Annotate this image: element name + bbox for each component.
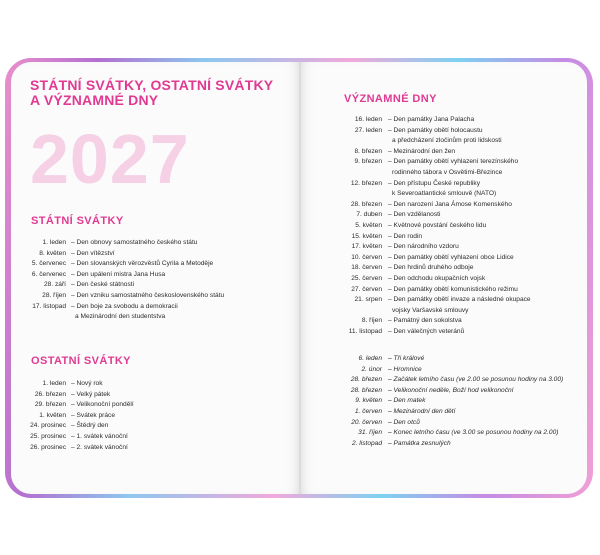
list-item — [332, 274, 531, 285]
list-item-date: 18. červen — [351, 264, 382, 272]
list-item-date: 15. květen — [351, 232, 382, 240]
list-item-text — [382, 354, 424, 365]
list-item-date: 24. prosinec — [30, 422, 66, 430]
list-item-line: – Den památky obětí vyhlazení terezínského — [388, 158, 519, 166]
list-item-text — [382, 200, 512, 211]
list-item-date: 7. duben — [356, 211, 382, 219]
list-item-text — [66, 270, 165, 281]
list-item-line: – Hromnice — [388, 365, 422, 373]
list-item-line: – Tři králové — [388, 355, 425, 362]
list-item-text — [382, 428, 558, 439]
list-item-date: 26. prosinec — [30, 443, 66, 451]
list-item — [332, 439, 563, 450]
list-item-line: – Den válečných veteránů — [388, 327, 465, 335]
list-item — [332, 179, 531, 200]
list-item-date: 1. leden — [42, 380, 66, 387]
list-item-text — [382, 115, 474, 126]
list-item — [11, 443, 134, 454]
list-item-text — [66, 291, 224, 302]
list-item-date: 8. březen — [354, 147, 382, 155]
list-item — [332, 407, 563, 418]
list-item — [11, 379, 134, 390]
list-item-line: vojsky Varšavské smlouvy — [392, 306, 469, 314]
list-item-text — [382, 327, 464, 338]
list-item-line: – Nový rok — [71, 380, 103, 387]
page-title-line: STÁTNÍ SVÁTKY, OSTATNÍ SVÁTKY — [30, 77, 274, 93]
list-item-line: – Den památky obětí holocaustu — [388, 126, 483, 134]
list-item-line: – Památka zesnulých — [388, 439, 451, 447]
list-item-line: – 2. svátek vánoční — [71, 443, 128, 451]
list-item — [332, 263, 531, 274]
list-item-line: – Velikonoční pondělí — [71, 401, 134, 409]
list-item-line: – Štědrý den — [71, 422, 109, 430]
list-item-line: – Den přístupu České republiky — [388, 179, 480, 187]
list-item-date: 21. srpen — [354, 296, 382, 304]
list-item-date: 6. leden — [358, 355, 382, 362]
list-item-date: 17. květen — [351, 243, 382, 251]
list-item-text — [66, 411, 115, 422]
list-item-text — [382, 147, 455, 158]
list-item-line: – Den vzdělanosti — [388, 211, 441, 219]
list-item — [332, 253, 531, 264]
list-item-line: – Den hrdinů druhého odboje — [388, 264, 474, 272]
list-item-text — [382, 274, 485, 285]
list-item-date: 27. červen — [351, 285, 382, 293]
list-item-date: 28. září — [44, 281, 66, 289]
list-item — [332, 418, 563, 429]
list-item-date: 1. leden — [42, 239, 66, 246]
list-item — [11, 302, 224, 323]
list-item — [11, 291, 224, 302]
list-item-text — [382, 210, 440, 221]
list-item — [332, 428, 563, 439]
list-item-line: – Den matek — [388, 397, 426, 405]
list-item-date: 28. březen — [350, 376, 382, 384]
list-item-line: a Mezinárodní den studentstva — [75, 313, 166, 321]
list-item-line: – Den památky obětí komunistického režimu — [388, 285, 518, 293]
list-item-line: – Den české státnosti — [71, 281, 135, 289]
list-item-date: 6. červenec — [31, 270, 66, 278]
list-item-date: 9. květen — [355, 397, 382, 405]
book-gutter — [299, 62, 301, 494]
list-item-text — [382, 126, 502, 147]
list-item-date: 17. listopad — [32, 302, 66, 310]
list-item-line: – Den odchodu okupačních vojsk — [388, 274, 486, 282]
list-item-line: – Den vítězství — [71, 249, 115, 257]
list-item-line: – Květnové povstání českého lidu — [388, 221, 487, 229]
list-item-date: 31. říjen — [358, 429, 382, 437]
list-item-date: 29. březen — [34, 401, 66, 409]
list-item-line: – Den slovanských věrozvěstů Cyrila a Metoděje — [71, 260, 214, 268]
list-item — [332, 115, 531, 126]
list-item-text — [66, 238, 197, 249]
list-item-date: 5. květen — [355, 221, 382, 229]
list-item — [332, 285, 531, 296]
list-item-date: 12. březen — [350, 179, 382, 187]
list-item — [11, 411, 134, 422]
list-item-date: 25. prosinec — [30, 432, 66, 440]
list-item-text — [382, 253, 514, 264]
list-item-text — [382, 221, 486, 232]
list-item-text — [382, 407, 455, 418]
list-item-text — [382, 285, 518, 296]
list-item-text — [382, 263, 473, 274]
list-item — [332, 200, 531, 211]
vyznamne-dny-italic-list — [332, 354, 563, 449]
list-item-date: 8. květen — [39, 249, 66, 257]
list-item-line: – Konec letního času (ve 3.00 se posunou hodiny na 2.00) — [388, 429, 559, 437]
list-item — [11, 238, 224, 249]
statni-svatky-heading: STÁTNÍ SVÁTKY — [31, 215, 124, 227]
list-item-text — [382, 242, 459, 253]
list-item-line: k Severoatlantické smlouvě (NATO) — [392, 190, 497, 198]
list-item — [332, 126, 531, 147]
list-item-line: – Den upálení mistra Jana Husa — [71, 270, 166, 278]
list-item-date: 28. březen — [350, 200, 382, 208]
list-item — [11, 400, 134, 411]
list-item — [332, 232, 531, 243]
list-item — [332, 386, 563, 397]
list-item-date: 8. říjen — [361, 317, 382, 325]
list-item-date: 1. červen — [354, 407, 382, 415]
year-display: 2027 — [30, 120, 190, 198]
list-item — [332, 375, 563, 386]
list-item — [332, 242, 531, 253]
list-item-line: – Mezinárodní den žen — [388, 147, 456, 155]
list-item-text — [66, 421, 108, 432]
list-item — [332, 210, 531, 221]
list-item-line: – Den narození Jana Ámose Komenského — [388, 200, 512, 208]
list-item-text — [66, 443, 128, 454]
list-item-text — [382, 396, 425, 407]
list-item — [11, 280, 224, 291]
list-item-text — [66, 400, 134, 411]
list-item-text — [382, 316, 462, 327]
list-item-date: 2. listopad — [351, 439, 382, 447]
list-item-line: – Den památky obětí invaze a následné okupace — [388, 296, 531, 304]
list-item-line: – Začátek letního času (ve 2.00 se posunou hodiny na 3.00) — [388, 376, 564, 384]
list-item — [11, 270, 224, 281]
list-item-line: – Den památky Jana Palacha — [388, 116, 475, 123]
list-item-text — [382, 418, 420, 429]
list-item-date: 25. červen — [351, 274, 382, 282]
vyznamne-dny-list — [332, 115, 531, 337]
list-item-line: – Svátek práce — [71, 411, 115, 419]
list-item-date: 20. červen — [351, 418, 382, 426]
list-item-line: rodinného tábora v Osvětimi-Březince — [392, 168, 503, 176]
list-item-text — [66, 302, 178, 323]
list-item-date: 9. březen — [354, 158, 382, 166]
list-item — [332, 316, 531, 327]
list-item-date: 10. červen — [351, 253, 382, 261]
list-item-text — [382, 375, 563, 386]
list-item-line: – 1. svátek vánoční — [71, 432, 128, 440]
page-title — [30, 78, 295, 108]
list-item-line: – Den vzniku samostatného československého státu — [71, 291, 225, 299]
list-item — [11, 432, 134, 443]
ostatni-svatky-list — [11, 379, 134, 453]
list-item-line: a předcházení zločinům proti lidskosti — [392, 137, 502, 145]
list-item-text — [66, 390, 110, 401]
list-item — [332, 221, 531, 232]
list-item-line: – Den národního vzdoru — [388, 243, 459, 251]
list-item-line: – Mezinárodní den dětí — [388, 407, 456, 415]
list-item-line: – Den památky obětí vyhlazení obce Lidice — [388, 253, 514, 261]
vyznamne-dny-heading: VÝZNAMNÉ DNY — [344, 93, 437, 105]
page-title-line: A VÝZNAMNÉ DNY — [30, 92, 159, 108]
list-item-line: – Velikonoční neděle, Boží hod velikonoční — [388, 386, 514, 394]
list-item-date: 5. červenec — [31, 260, 66, 268]
list-item-text — [382, 232, 422, 243]
list-item-date: 26. březen — [34, 390, 66, 398]
list-item-line: – Den boje za svobodu a demokracii — [71, 302, 178, 310]
list-item-text — [66, 280, 134, 291]
list-item-date: 27. leden — [354, 126, 382, 134]
list-item-text — [382, 295, 531, 316]
list-item — [332, 147, 531, 158]
list-item-text — [66, 379, 103, 390]
list-item-text — [382, 439, 451, 450]
list-item — [332, 327, 531, 338]
list-item-text — [66, 432, 128, 443]
list-item-date: 2. únor — [361, 365, 382, 373]
ostatni-svatky-heading: OSTATNÍ SVÁTKY — [31, 355, 131, 367]
list-item — [332, 396, 563, 407]
list-item-date: 28. říjen — [42, 291, 66, 299]
statni-svatky-list — [11, 238, 224, 323]
list-item — [332, 295, 531, 316]
list-item — [11, 390, 134, 401]
list-item-date: 11. listopad — [348, 327, 382, 335]
list-item-line: – Den otců — [388, 418, 420, 426]
list-item — [11, 259, 224, 270]
list-item-date: 28. březen — [350, 386, 382, 394]
list-item-text — [382, 365, 422, 376]
list-item — [11, 249, 224, 260]
list-item — [332, 157, 531, 178]
list-item — [332, 354, 563, 365]
list-item-line: – Den rodin — [388, 232, 423, 240]
list-item-date: 1. květen — [39, 411, 66, 419]
list-item-text — [382, 157, 518, 178]
list-item-text — [66, 249, 115, 260]
list-item-line: – Den obnovy samostatného českého státu — [71, 239, 198, 246]
list-item-date: 16. leden — [354, 116, 382, 123]
list-item — [11, 421, 134, 432]
list-item-text — [382, 386, 514, 397]
list-item-text — [66, 259, 213, 270]
list-item-line: – Velký pátek — [71, 390, 111, 398]
list-item — [332, 365, 563, 376]
list-item-text — [382, 179, 496, 200]
list-item-line: – Památný den sokolstva — [388, 317, 462, 325]
